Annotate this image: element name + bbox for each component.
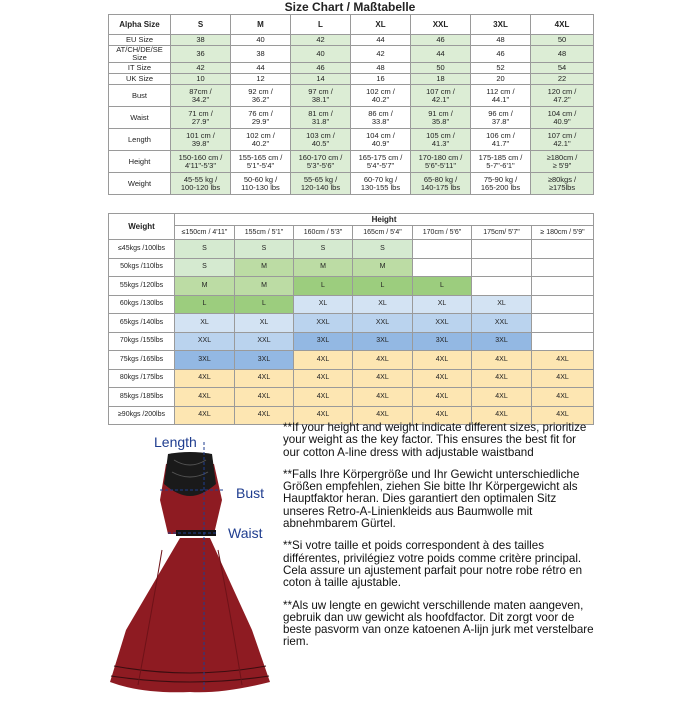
note-english: **If your height and weight indicate different sizes, prioritize your weight as the key factor. This ensures the best fit for our cotton A-line dress with adjustable waistband <box>283 421 587 459</box>
recommended-size-cell: 4XL <box>532 388 594 407</box>
recommended-size-cell: 3XL <box>235 351 294 370</box>
recommended-size-cell <box>472 258 532 277</box>
recommended-size-cell: 4XL <box>294 388 353 407</box>
size-row-label: Weight <box>109 173 171 195</box>
height-header: 160cm / 5'3" <box>294 226 353 240</box>
recommended-size-cell: XL <box>472 295 532 314</box>
size-cell-line: 36.2" <box>251 94 270 104</box>
size-cell-line: 165-175 cm / <box>358 152 403 162</box>
size-cell-line: 104 cm / <box>366 130 395 140</box>
recommended-size-cell: 4XL <box>472 388 532 407</box>
size-cell-line: 107 cm / <box>547 130 577 140</box>
recommended-size-cell <box>532 240 594 259</box>
size-cell-line: 41.3" <box>431 138 450 148</box>
size-cell-line: 165-200 lbs <box>480 182 521 192</box>
size-cell <box>471 151 531 173</box>
size-cell-line: 47.2" <box>553 94 571 104</box>
weight-row <box>109 388 594 407</box>
size-cell <box>351 151 411 173</box>
size-cell-line: 75-90 kg / <box>483 174 518 184</box>
size-cell-line: 71 cm / <box>188 108 213 118</box>
size-cell-line: 27.9" <box>191 116 210 126</box>
size-cell <box>411 129 471 151</box>
size-row-label: Bust <box>109 85 171 107</box>
size-cell-line: 50-60 kg / <box>243 174 278 184</box>
size-cell <box>531 129 594 151</box>
size-cell <box>171 85 231 107</box>
size-chart-table <box>108 14 594 195</box>
size-row-label: Waist <box>109 107 171 129</box>
recommended-size-cell <box>532 258 594 277</box>
recommended-size-cell <box>532 277 594 296</box>
size-row <box>109 63 594 74</box>
size-cell <box>171 129 231 151</box>
weight-row <box>109 351 594 370</box>
recommended-size-cell: 4XL <box>472 351 532 370</box>
size-cell: 14 <box>291 74 351 85</box>
weight-row <box>109 240 594 259</box>
weight-row <box>109 369 594 388</box>
size-cell-line: 102 cm / <box>366 86 395 96</box>
size-cell-line: 112 cm / <box>486 86 515 96</box>
height-header: ≥ 180cm / 5'9" <box>532 226 594 240</box>
size-cell: 38 <box>171 35 231 46</box>
size-cell <box>291 173 351 195</box>
size-cell: 10 <box>171 74 231 85</box>
recommended-size-cell: XL <box>235 314 294 333</box>
size-cell-line: 120 cm / <box>547 86 577 96</box>
page-title: Size Chart / Maßtabelle <box>284 0 416 14</box>
size-row <box>109 151 594 173</box>
recommended-size-cell: S <box>235 240 294 259</box>
size-cell: 40 <box>291 46 351 63</box>
size-cell <box>471 173 531 195</box>
weight-row <box>109 258 594 277</box>
recommended-size-cell: XL <box>353 295 413 314</box>
weight-row-label: 55kgs /120lbs <box>109 277 175 296</box>
size-cell-line: 92 cm / <box>248 86 273 96</box>
size-row-label: Height <box>109 151 171 173</box>
size-row-label: EU Size <box>109 35 171 46</box>
weight-row-label: 65kgs /140lbs <box>109 314 175 333</box>
recommended-size-cell: 4XL <box>353 388 413 407</box>
size-cell-line: 170-180 cm / <box>418 152 463 162</box>
recommended-size-cell <box>413 258 472 277</box>
size-header: L <box>291 15 351 35</box>
size-cell <box>231 151 291 173</box>
size-cell: 44 <box>351 35 411 46</box>
size-row <box>109 173 594 195</box>
size-cell-line: 81 cm / <box>308 108 333 118</box>
recommended-size-cell: 4XL <box>353 406 413 425</box>
size-cell <box>411 151 471 173</box>
size-cell-line: 101 cm / <box>186 130 215 140</box>
size-cell: 40 <box>231 35 291 46</box>
weight-row <box>109 295 594 314</box>
size-header: 3XL <box>471 15 531 35</box>
size-cell-line: 33.8" <box>371 116 390 126</box>
recommended-size-cell: 3XL <box>413 332 472 351</box>
size-cell-line: 96 cm / <box>488 108 513 118</box>
size-cell <box>471 85 531 107</box>
height-header: 175cm/ 5'7" <box>472 226 532 240</box>
size-cell <box>531 85 594 107</box>
size-cell: 44 <box>411 46 471 63</box>
size-cell-line: 38.1" <box>311 94 330 104</box>
weight-column-header: Weight <box>109 214 175 240</box>
size-cell: 54 <box>531 63 594 74</box>
recommended-size-cell: M <box>294 258 353 277</box>
size-cell-line: 107 cm / <box>426 86 455 96</box>
recommended-size-cell: 4XL <box>413 388 472 407</box>
recommended-size-cell: 4XL <box>413 369 472 388</box>
size-cell-line: 175-185 cm / <box>478 152 523 162</box>
size-cell-line: 40.5" <box>311 138 330 148</box>
weight-row-label: 50kgs /110lbs <box>109 258 175 277</box>
size-cell <box>531 151 594 173</box>
size-cell-line: 60-70 kg / <box>363 174 398 184</box>
recommended-size-cell: L <box>413 277 472 296</box>
recommended-size-cell: 4XL <box>532 351 594 370</box>
size-cell-line: 5'4"-5'7" <box>366 160 395 170</box>
size-cell-line: 45-55 kg / <box>183 174 218 184</box>
weight-row-label: 80kgs /175lbs <box>109 369 175 388</box>
size-cell <box>411 173 471 195</box>
size-cell <box>231 85 291 107</box>
note-dutch: **Als uw lengte en gewicht verschillende maten aangeven, gebruik dan uw gewicht als hoofdfactor. Dit zorgt voor de beste pasvorm van onze katoenen A-lijn jurk met verstelbare riem. <box>283 598 594 649</box>
size-row-label: IT Size <box>109 63 171 74</box>
size-cell <box>351 173 411 195</box>
size-cell <box>231 129 291 151</box>
recommended-size-cell: L <box>353 277 413 296</box>
recommended-size-cell: M <box>235 258 294 277</box>
size-cell-line: 34.2" <box>191 94 210 104</box>
recommended-size-cell: 3XL <box>175 351 235 370</box>
size-cell: 42 <box>291 35 351 46</box>
size-cell-line: ≥180cm / <box>546 152 578 162</box>
recommended-size-cell: 4XL <box>235 388 294 407</box>
size-cell-line: 76 cm / <box>248 108 273 118</box>
size-cell <box>291 129 351 151</box>
size-row <box>109 107 594 129</box>
note-french: **Si votre taille et poids correspondent à des tailles différentes, privilégiez votre poids comme critère principal. Cela assure un ajustement parfait pour notre robe rétro en coton à taille ajustable. <box>283 539 583 590</box>
size-chart-header-row <box>109 15 594 35</box>
size-cell-line: 5'3"-5'6" <box>306 160 335 170</box>
recommended-size-cell: S <box>175 240 235 259</box>
size-cell-line: 91 cm / <box>428 108 453 118</box>
size-cell: 16 <box>351 74 411 85</box>
recommended-size-cell: S <box>175 258 235 277</box>
size-cell-line: 29.9" <box>251 116 270 126</box>
weight-row <box>109 277 594 296</box>
weight-row-label: 60kgs /130lbs <box>109 295 175 314</box>
size-cell-line: 160-170 cm / <box>298 152 343 162</box>
size-cell <box>171 107 231 129</box>
size-cell-line: 37.8" <box>491 116 510 126</box>
size-cell-line: 110-130 lbs <box>241 182 280 192</box>
recommended-size-cell: M <box>175 277 235 296</box>
size-cell-line: 55-65 kg / <box>303 174 338 184</box>
weight-row <box>109 314 594 333</box>
size-cell-line: 86 cm / <box>368 108 393 118</box>
size-cell: 18 <box>411 74 471 85</box>
size-cell: 38 <box>231 46 291 63</box>
size-cell-line: 40.2" <box>251 138 270 148</box>
height-header: 165cm / 5'4" <box>353 226 413 240</box>
size-cell-line: ≥ 5'9" <box>552 160 572 170</box>
size-cell: 52 <box>471 63 531 74</box>
size-cell <box>291 151 351 173</box>
recommended-size-cell: 4XL <box>532 406 594 425</box>
weight-row-label: 75kgs /165lbs <box>109 351 175 370</box>
size-header: XL <box>351 15 411 35</box>
recommended-size-cell: 4XL <box>353 351 413 370</box>
size-cell-line: 102 cm / <box>246 130 275 140</box>
recommended-size-cell: 3XL <box>472 332 532 351</box>
recommended-size-cell: S <box>294 240 353 259</box>
size-row <box>109 35 594 46</box>
recommended-size-cell: 4XL <box>235 406 294 425</box>
recommended-size-cell <box>532 295 594 314</box>
dress-illustration <box>102 430 278 700</box>
recommended-size-cell <box>472 240 532 259</box>
size-cell-line: 42.1" <box>553 138 571 148</box>
recommended-size-cell: 4XL <box>294 406 353 425</box>
size-cell-line: 104 cm / <box>547 108 577 118</box>
size-cell <box>531 173 594 195</box>
size-cell <box>231 107 291 129</box>
size-cell: 20 <box>471 74 531 85</box>
weight-height-size-table <box>108 213 594 425</box>
recommended-size-cell: XXL <box>472 314 532 333</box>
height-header-row <box>109 226 594 240</box>
recommended-size-cell: 4XL <box>175 369 235 388</box>
size-cell <box>231 173 291 195</box>
recommended-size-cell: XL <box>413 295 472 314</box>
size-header: XXL <box>411 15 471 35</box>
size-cell <box>171 151 231 173</box>
size-row <box>109 46 594 63</box>
dress-measurement-figure <box>102 430 278 700</box>
size-advice-notes <box>283 422 595 659</box>
note-german: **Falls Ihre Körpergröße und Ihr Gewicht unterschiedliche Größen empfehlen, ziehen Sie bitte Ihr Körpergewicht als Hauptfaktor heran. Dies garantiert den optimalen Sitz unseres Retro-A-Linienkleids aus Baumwolle mit abnehmbarem Gürtel. <box>283 467 580 531</box>
height-header: ≤150cm / 4'11" <box>175 226 235 240</box>
size-cell-line: 97 cm / <box>308 86 333 96</box>
recommended-size-cell: 4XL <box>294 369 353 388</box>
size-cell: 46 <box>411 35 471 46</box>
size-cell <box>411 85 471 107</box>
size-cell: 36 <box>171 46 231 63</box>
size-cell-line: 41.7" <box>491 138 510 148</box>
size-cell-line: 40.2" <box>371 94 390 104</box>
size-cell-line: 35.8" <box>431 116 450 126</box>
size-cell-line: 155-165 cm / <box>238 152 283 162</box>
recommended-size-cell: L <box>175 295 235 314</box>
recommended-size-cell: 4XL <box>413 351 472 370</box>
recommended-size-cell: XXL <box>175 332 235 351</box>
size-cell <box>351 107 411 129</box>
size-cell-line: 106 cm / <box>486 130 515 140</box>
size-cell: 44 <box>231 63 291 74</box>
recommended-size-cell: XXL <box>413 314 472 333</box>
size-cell <box>351 85 411 107</box>
size-cell: 12 <box>231 74 291 85</box>
recommended-size-cell <box>532 332 594 351</box>
size-row <box>109 129 594 151</box>
recommended-size-cell: 4XL <box>175 388 235 407</box>
size-cell: 42 <box>171 63 231 74</box>
recommended-size-cell <box>413 240 472 259</box>
size-cell-line: ≥175lbs <box>548 182 576 192</box>
recommended-size-cell: XXL <box>235 332 294 351</box>
size-cell <box>171 173 231 195</box>
recommended-size-cell: 4XL <box>532 369 594 388</box>
length-label: Length <box>154 434 197 450</box>
size-header: M <box>231 15 291 35</box>
size-cell <box>471 107 531 129</box>
size-header: S <box>171 15 231 35</box>
recommended-size-cell: 4XL <box>235 369 294 388</box>
size-cell-line: ≥80kgs / <box>547 174 577 184</box>
size-cell-line: 87cm / <box>189 86 212 96</box>
recommended-size-cell: XXL <box>294 314 353 333</box>
size-row <box>109 85 594 107</box>
size-cell: 42 <box>351 46 411 63</box>
recommended-size-cell: 4XL <box>472 369 532 388</box>
recommended-size-cell <box>472 277 532 296</box>
size-cell-line: 65-80 kg / <box>423 174 458 184</box>
recommended-size-cell: L <box>294 277 353 296</box>
size-cell <box>291 107 351 129</box>
size-cell: 50 <box>531 35 594 46</box>
size-cell-line: 31.8" <box>311 116 330 126</box>
size-row <box>109 74 594 85</box>
size-cell <box>411 107 471 129</box>
bust-label: Bust <box>236 485 265 501</box>
size-cell-line: 5'1"-5'4" <box>246 160 275 170</box>
recommended-size-cell: 4XL <box>413 406 472 425</box>
size-cell-line: 5'6"-5'11" <box>425 160 456 170</box>
weight-row-label: 70kgs /155lbs <box>109 332 175 351</box>
size-row-label: AT/CH/DE/SE Size <box>109 46 171 63</box>
recommended-size-cell: XXL <box>353 314 413 333</box>
recommended-size-cell: 4XL <box>472 406 532 425</box>
size-cell <box>351 129 411 151</box>
recommended-size-cell: S <box>353 240 413 259</box>
recommended-size-cell: L <box>235 295 294 314</box>
weight-row <box>109 332 594 351</box>
recommended-size-cell: 3XL <box>353 332 413 351</box>
size-cell-line: 130-155 lbs <box>360 182 401 192</box>
recommended-size-cell: XL <box>175 314 235 333</box>
size-cell <box>531 107 594 129</box>
recommended-size-cell <box>532 314 594 333</box>
height-header: 155cm / 5'1" <box>235 226 294 240</box>
size-cell-line: 40.9" <box>553 116 571 126</box>
recommended-size-cell: 4XL <box>294 351 353 370</box>
size-cell-line: 4'11"-5'3" <box>185 160 216 170</box>
size-cell-line: 120-140 lbs <box>300 182 341 192</box>
size-cell-line: 5-7"-6'1" <box>486 160 515 170</box>
size-cell: 22 <box>531 74 594 85</box>
waist-label: Waist <box>228 525 263 541</box>
size-header: 4XL <box>531 15 594 35</box>
size-cell: 48 <box>351 63 411 74</box>
size-cell: 48 <box>471 35 531 46</box>
size-cell-line: 44.1" <box>491 94 510 104</box>
size-cell: 46 <box>291 63 351 74</box>
size-cell <box>291 85 351 107</box>
size-cell: 48 <box>531 46 594 63</box>
recommended-size-cell: 3XL <box>294 332 353 351</box>
recommended-size-cell: XL <box>294 295 353 314</box>
alpha-size-header: Alpha Size <box>109 15 171 35</box>
size-cell-line: 105 cm / <box>426 130 455 140</box>
size-cell-line: 39.8" <box>191 138 210 148</box>
size-row-label: UK Size <box>109 74 171 85</box>
size-cell-line: 140-175 lbs <box>420 182 461 192</box>
weight-row-label: ≤45kgs /100lbs <box>109 240 175 259</box>
recommended-size-cell: M <box>353 258 413 277</box>
size-cell: 50 <box>411 63 471 74</box>
recommended-size-cell: 4XL <box>175 406 235 425</box>
weight-row-label: 85kgs /185lbs <box>109 388 175 407</box>
size-row-label: Length <box>109 129 171 151</box>
height-header: 170cm / 5'6" <box>413 226 472 240</box>
recommended-size-cell: 4XL <box>353 369 413 388</box>
recommended-size-cell: M <box>235 277 294 296</box>
size-cell: 46 <box>471 46 531 63</box>
size-cell <box>471 129 531 151</box>
size-cell-line: 100-120 lbs <box>180 182 221 192</box>
size-cell-line: 40.9" <box>371 138 390 148</box>
size-cell-line: 42.1" <box>431 94 450 104</box>
size-cell-line: 150-160 cm / <box>178 152 223 162</box>
size-cell-line: 103 cm / <box>306 130 335 140</box>
height-group-header: Height <box>175 214 594 226</box>
weight-row-label: ≥90kgs /200lbs <box>109 406 175 425</box>
